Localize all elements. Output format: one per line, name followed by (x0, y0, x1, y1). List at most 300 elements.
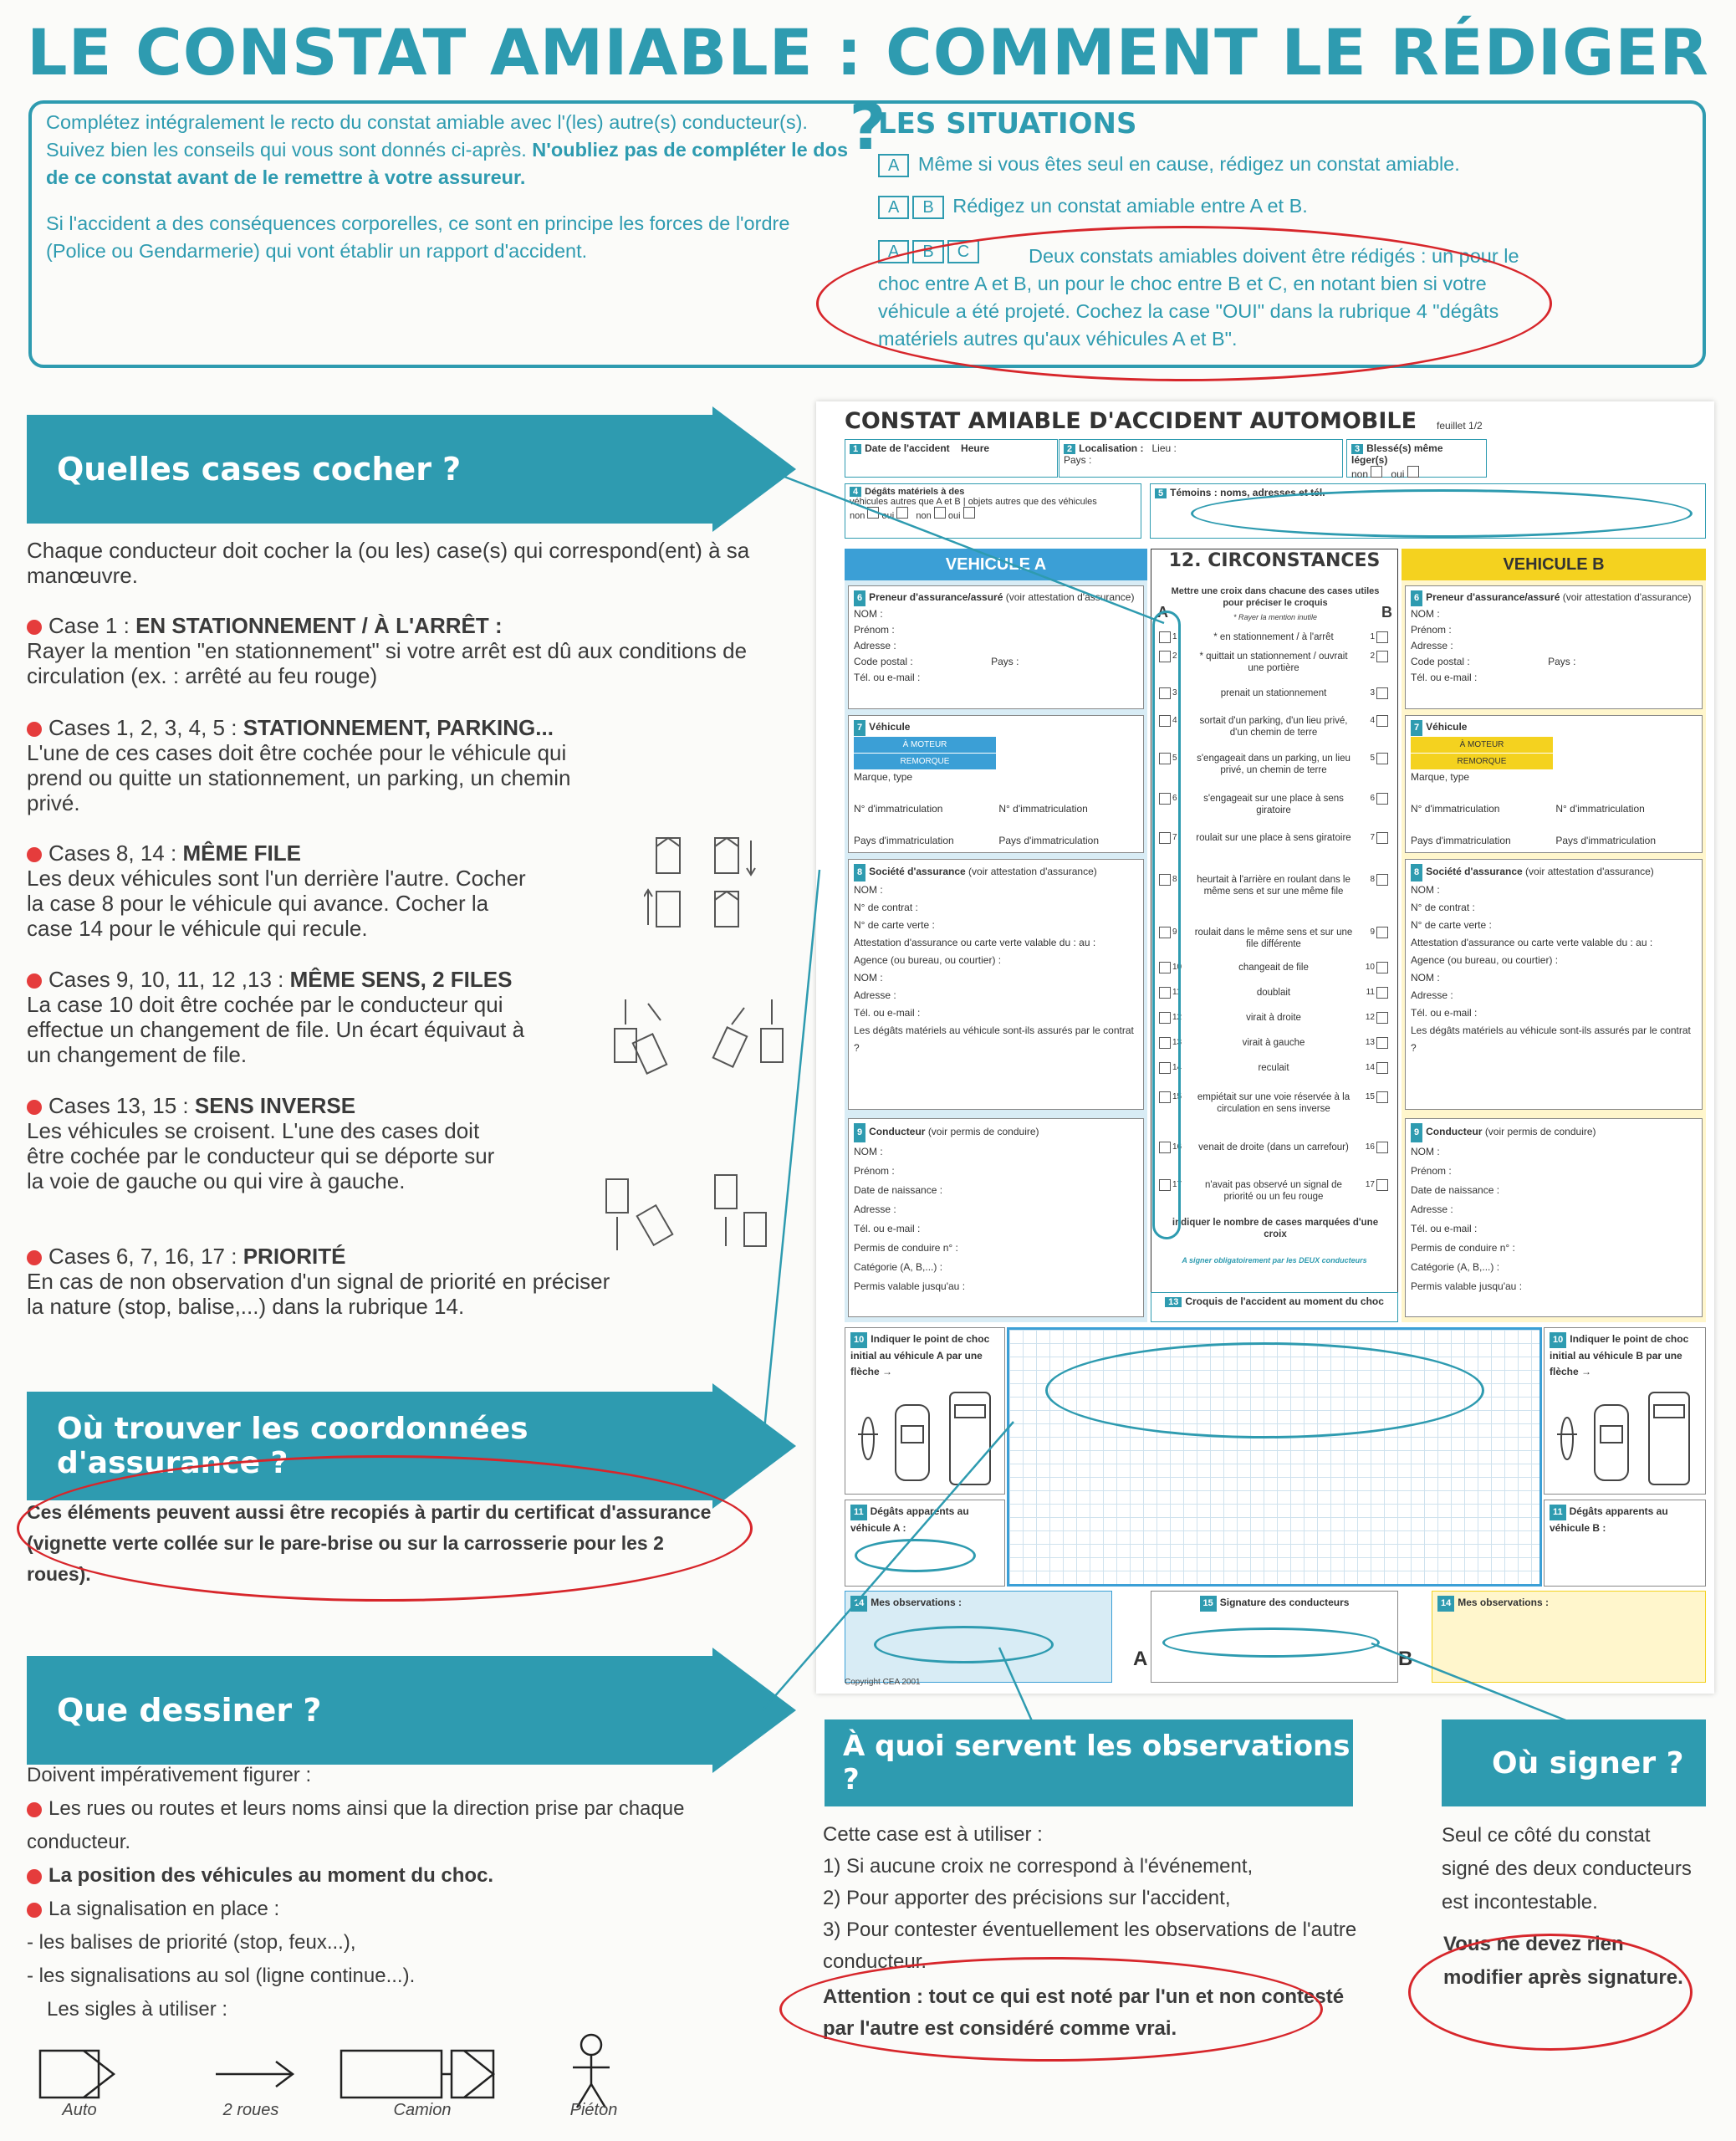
circonstance-number: 9 (1370, 927, 1375, 937)
highlight-oval (855, 1539, 976, 1572)
field-note: (voir permis de conduire) (927, 1126, 1039, 1137)
situation-1 (878, 151, 1672, 178)
circonstance-number: 16 (1365, 1142, 1375, 1152)
checkbox-b[interactable] (1376, 1012, 1388, 1024)
banner-text: À quoi servent les observations ? (843, 1730, 1351, 1796)
croquis-header (1151, 1292, 1398, 1322)
circonstances-title: 12. CIRCONSTANCES (1168, 550, 1381, 571)
arrow-icon (712, 1648, 796, 1773)
field-label: NOM : (1411, 972, 1440, 984)
case-title: EN STATIONNEMENT / À L'ARRÊT : (135, 613, 503, 638)
circonstance-number: 15 (1365, 1092, 1375, 1101)
truck-symbol-icon (341, 2051, 442, 2098)
circonstance-number: 6 (1172, 794, 1177, 803)
vehicle-a-header: VEHICULE A (845, 549, 1147, 580)
bullet-text: Les rues ou routes et leurs noms ainsi que la direction prise par chaque conducteur. (27, 1797, 685, 1853)
form-copyright: Copyright CEA 2001 (845, 1678, 921, 1687)
field-number: 6 (1411, 590, 1422, 606)
circonstance-number: 2 (1172, 651, 1177, 661)
opposite-direction-pictogram (602, 1167, 794, 1259)
field-observations-b[interactable] (1432, 1591, 1706, 1683)
section4-line: 3) Pour contester éventuellement les observations de l'autre conducteur. (823, 1919, 1357, 1973)
circonstance-number: 2 (1370, 651, 1375, 661)
field-label: Conducteur (1426, 1126, 1483, 1137)
situation-2-text: Rédigez un constat amiable entre A et B. (952, 195, 1308, 217)
field-number: 6 (854, 590, 865, 606)
case-label: Cases 6, 7, 16, 17 : (49, 1244, 237, 1269)
checkbox-b[interactable] (1376, 793, 1388, 805)
section1-intro: Chaque conducteur doit cocher la (ou les) case(s) qui correspond(ent) à sa manœuvre. (27, 538, 750, 588)
circonstance-row[interactable] (1152, 715, 1395, 738)
field-label: Adresse : (1411, 989, 1453, 1001)
circonstance-number: 14 (1172, 1063, 1182, 1072)
banner-quelles-cases (27, 415, 712, 524)
circonstance-number: 17 (1365, 1180, 1375, 1189)
case-text: En cas de non observation d'un signal de priorité en préciser la nature (stop, balise,...) dans la rubrique 14. (27, 1269, 610, 1319)
section4-line: 1) Si aucune croix ne correspond à l'événement, (823, 1855, 1253, 1878)
circonstance-row[interactable] (1152, 927, 1395, 950)
circonstance-row[interactable] (1152, 1179, 1395, 1203)
circonstance-label: sortait d'un parking, d'un lieu privé, d'un chemin de terre (1199, 716, 1348, 738)
field-number: 7 (1411, 720, 1422, 736)
case-title: SENS INVERSE (194, 1093, 356, 1118)
case-text: Rayer la mention "en stationnement" si votre arrêt est dû aux conditions de circulation (ex. : arrêté au feu rouge) (27, 638, 748, 688)
field-label: Témoins : noms, adresses et tél. (1170, 487, 1325, 498)
circonstance-number: 13 (1365, 1038, 1375, 1047)
field-label: Tél. ou e-mail : (854, 1223, 921, 1234)
field-label: Code postal : (854, 656, 913, 667)
section5-text: Seul ce côté du constat signé des deux conducteurs est incontestable. (1442, 1824, 1692, 1914)
field-label: Conducteur (869, 1126, 926, 1137)
field-number: 2 (1064, 444, 1075, 454)
field-number: 11 (850, 1505, 867, 1520)
bullet-icon (27, 973, 42, 989)
field-label: Adresse : (1411, 1203, 1453, 1215)
field-label: Indiquer le point de choc initial au véhicule B par une flèche → (1550, 1333, 1689, 1377)
field-label: Pays d'immatriculation (998, 835, 1100, 846)
field-label: Pays : (1548, 656, 1576, 667)
circonstance-label: * quittait un stationnement / ouvrait une portière (1199, 651, 1348, 673)
circonstances-subtitle: Mettre une croix dans chacune des cases utiles pour préciser le croquis (1171, 586, 1380, 608)
field-label: N° d'immatriculation (1411, 803, 1500, 815)
checkbox-b[interactable] (1376, 927, 1388, 938)
field-label: Adresse : (854, 640, 896, 651)
field-assurance-b[interactable] (1405, 859, 1703, 1110)
circonstance-number: 5 (1370, 754, 1375, 763)
section4-line: 2) Pour apporter des précisions sur l'accident, (823, 1887, 1231, 1909)
remorque-header: REMORQUE (854, 754, 996, 769)
circonstance-row[interactable] (1152, 832, 1395, 844)
vehicle-b-header: VEHICULE B (1402, 549, 1706, 580)
field-label: Pays : (991, 656, 1019, 667)
field-label: NOM : (854, 972, 883, 984)
case-item (27, 1093, 512, 1193)
circonstance-label: empiétait sur une voie réservée à la circulation en sens inverse (1197, 1092, 1351, 1114)
field-preneur-a[interactable] (848, 585, 1144, 709)
field-assurance-a[interactable] (848, 859, 1144, 1110)
section3-intro: Doivent impérativement figurer : (27, 1764, 312, 1786)
field-label: Tél. ou e-mail : (1411, 1223, 1478, 1234)
circonstance-label: heurtait à l'arrière en roulant dans le même sens et sur une même file (1197, 875, 1351, 897)
checkbox-b[interactable] (1376, 1142, 1388, 1153)
field-label: Mes observations : (871, 1597, 962, 1608)
field-label: Tél. ou e-mail : (1411, 1007, 1478, 1019)
arrow-icon (712, 406, 796, 532)
field-label: Société d'assurance (1426, 866, 1523, 877)
field-label: au : (1079, 937, 1096, 948)
case-label: Cases 9, 10, 11, 12 ,13 : (49, 967, 284, 992)
symbol-caption: Piéton (569, 2101, 618, 2119)
field-label: N° d'immatriculation (854, 803, 943, 815)
checkbox-b[interactable] (1376, 631, 1388, 643)
checkbox-b[interactable] (1376, 962, 1388, 973)
option-label: oui (1391, 468, 1405, 480)
circonstance-number: 4 (1370, 716, 1375, 725)
field-label: NOM : (854, 1146, 883, 1157)
circonstance-number: 13 (1172, 1038, 1182, 1047)
field-label: Indiquer le point de choc initial au véhicule A par une flèche → (850, 1333, 990, 1377)
checkbox[interactable] (896, 507, 908, 519)
symbol-caption: Auto (62, 2101, 97, 2119)
situation-3-text: Deux constats amiables doivent être rédigés : un pour le choc entre A et B, un pour le choc entre B et C, en notant bien si votre véhicule a été projeté. Cochez la case "OUI" dans la rubrique 4 "dégâts matériels autres qu'aux véhicules A et B". (878, 245, 1519, 350)
field-label: N° d'immatriculation (1555, 803, 1645, 815)
bullet-icon (27, 847, 42, 862)
circonstance-number: 12 (1172, 1013, 1182, 1022)
circonstance-number: 11 (1172, 988, 1182, 997)
checkbox[interactable] (934, 507, 946, 519)
checkbox[interactable] (867, 507, 879, 519)
field-label: Prénom : (854, 624, 895, 636)
circonstance-row[interactable] (1152, 874, 1395, 897)
case-item (27, 613, 763, 688)
circonstance-row[interactable] (1152, 793, 1395, 816)
banner-text: Où trouver les coordonnées d'assurance ? (57, 1412, 528, 1480)
intro-p1b: Suivez bien les conseils qui vous sont donnés ci-après. (46, 139, 527, 161)
checkbox-b[interactable] (1376, 1037, 1388, 1049)
case-title: PRIORITÉ (243, 1244, 346, 1269)
field-note: (voir permis de conduire) (1484, 1126, 1596, 1137)
signature-b-label: B (1398, 1648, 1413, 1670)
remorque-header: REMORQUE (1411, 754, 1553, 769)
banner-text: Où signer ? (1492, 1745, 1684, 1781)
circonstance-label: changeait de file (1238, 963, 1309, 973)
field-preneur-b[interactable] (1405, 585, 1703, 709)
situation-2 (878, 192, 1672, 220)
section2-text: Ces éléments peuvent aussi être recopiés à partir du certificat d'assurance (vignette verte collée sur le pare-brise ou sur la carrosserie pour les 2 roues). (27, 1501, 712, 1585)
field-label: Dégâts apparents au véhicule A : (850, 1505, 969, 1534)
case-label: Case 1 : (49, 613, 130, 638)
bullet-icon (27, 722, 42, 737)
circonstance-row[interactable] (1152, 1037, 1395, 1049)
situations-title: LES SITUATIONS (878, 107, 1137, 141)
circonstance-number: 3 (1172, 688, 1177, 697)
field-conducteur-a[interactable] (848, 1118, 1144, 1317)
field-label: Lieu : (1151, 442, 1177, 454)
field-note: (voir attestation d'assurance) (1562, 591, 1692, 603)
intro-p1a: Complétez intégralement le recto du constat amiable avec l'(les) autre(s) conducteur(s). (46, 111, 808, 133)
field-label: N° de contrat : (854, 902, 918, 913)
checkbox[interactable] (963, 507, 975, 519)
field-label: Code postal : (1411, 656, 1470, 667)
symbol-caption: 2 roues (222, 2101, 279, 2119)
bullet-icon (27, 1869, 42, 1884)
circonstance-row[interactable] (1152, 651, 1395, 674)
option-label: non (850, 511, 865, 521)
case-title: MÊME FILE (182, 841, 301, 866)
field-number: 14 (1437, 1596, 1454, 1612)
vehicle-a-symbol: A (878, 240, 909, 263)
circonstances-note: * Rayer la mention inutile (1233, 613, 1318, 621)
field-label: Adresse : (1411, 640, 1453, 651)
field-label: Blessé(s) même léger(s) (1351, 442, 1443, 466)
field-label: NOM : (1411, 1146, 1440, 1157)
field-label: Attestation d'assurance ou carte verte valable (1411, 937, 1614, 948)
case-text: Les véhicules se croisent. L'une des cases doit être cochée par le conducteur qui se déporte sur la voie de gauche ou qui vire à gauche. (27, 1118, 495, 1193)
checkbox-b[interactable] (1376, 687, 1388, 699)
field-number: 13 (1165, 1297, 1182, 1307)
highlight-oval (1045, 1342, 1484, 1438)
highlight-oval (1408, 1934, 1693, 2051)
auto-symbol-icon (40, 2051, 99, 2098)
checkbox-b[interactable] (1376, 1091, 1388, 1103)
checkbox-b[interactable] (1376, 832, 1388, 844)
field-label: Signature des conducteurs (1219, 1597, 1350, 1608)
checkbox-b[interactable] (1376, 753, 1388, 764)
column-a-label: A (1157, 604, 1168, 621)
field-note: (voir attestation d'assurance) (1525, 866, 1654, 877)
circonstance-number: 1 (1172, 632, 1177, 641)
section4-attention: Attention : tout ce qui est noté par l'un et non contesté par l'autre est considéré comme vrai. (823, 1985, 1345, 2040)
field-label: Tél. ou e-mail : (854, 672, 921, 683)
case-label: Cases 8, 14 : (49, 841, 177, 866)
field-label: Véhicule (869, 721, 911, 733)
field-number: 10 (850, 1332, 867, 1348)
field-label: Croquis de l'accident au moment du choc (1185, 1295, 1384, 1307)
circonstance-number: 1 (1370, 632, 1375, 641)
checkbox-b[interactable] (1376, 715, 1388, 727)
circonstance-row[interactable] (1152, 962, 1395, 973)
checkbox-b[interactable] (1376, 1062, 1388, 1074)
form-feuillet: feuillet 1/2 (1437, 420, 1483, 432)
bullet-icon (27, 1100, 42, 1115)
circonstance-row[interactable] (1152, 753, 1395, 776)
case-title: MÊME SENS, 2 FILES (289, 967, 513, 992)
circonstance-number: 12 (1365, 1013, 1375, 1022)
circonstance-row[interactable] (1152, 987, 1395, 999)
section4-intro: Cette case est à utiliser : (823, 1823, 1043, 1846)
vehicle-b-symbol: B (912, 196, 943, 219)
highlight-oval (816, 226, 1552, 381)
field-label: Prénom : (854, 1165, 895, 1177)
field-label: NOM : (854, 884, 883, 896)
option-label: non (1351, 468, 1369, 480)
checkbox-b[interactable] (1376, 651, 1388, 662)
circonstance-number: 4 (1172, 716, 1177, 725)
field-label: Permis valable jusqu'au : (854, 1280, 966, 1292)
field-label: Heure (961, 442, 990, 454)
field-number: 8 (1411, 864, 1422, 881)
circonstance-number: 7 (1370, 833, 1375, 842)
field-label: du : (1616, 937, 1633, 948)
section3-detail: - les balises de priorité (stop, feux...), (27, 1931, 356, 1954)
field-label: NOM : (1411, 608, 1440, 620)
field-label: Dégâts apparents au véhicule B : (1550, 1505, 1668, 1534)
field-number: 9 (854, 1123, 865, 1142)
banner-que-dessiner (27, 1656, 712, 1765)
field-number: 11 (1550, 1505, 1566, 1520)
two-lanes-pictogram (610, 987, 794, 1079)
field-number: 1 (850, 444, 861, 454)
field-date[interactable] (845, 439, 1058, 478)
checkbox-b[interactable] (1376, 1179, 1388, 1191)
banner-text: Quelles cases cocher ? (57, 451, 462, 488)
field-number: 14 (850, 1596, 867, 1612)
highlight-oval (779, 1957, 1323, 2062)
field-label: Adresse : (854, 989, 896, 1001)
field-conducteur-b[interactable] (1405, 1118, 1703, 1317)
field-label: N° de carte verte : (854, 919, 935, 931)
field-label: objets autres que des véhicules (968, 497, 1097, 507)
field-number: 4 (850, 487, 861, 497)
circonstance-row[interactable] (1152, 1062, 1395, 1074)
circonstance-number: 7 (1172, 833, 1177, 842)
section3-bullet (27, 1859, 763, 1893)
intro-p1c: N'oubliez pas de compléter le dos de ce constat avant de le remettre à votre assureur. (46, 139, 849, 188)
field-localisation[interactable] (1059, 439, 1343, 478)
circonstance-label: roulait sur une place à sens giratoire (1196, 833, 1351, 843)
same-lane-pictogram (644, 828, 786, 937)
circonstance-row[interactable] (1152, 1091, 1395, 1115)
bullet-icon (27, 620, 42, 635)
highlight-oval (1152, 611, 1181, 1239)
field-label: Localisation : (1079, 442, 1144, 454)
circonstance-number: 17 (1172, 1180, 1182, 1189)
circonstance-label: s'engageait dans un parking, un lieu privé, un chemin de terre (1197, 754, 1351, 775)
field-degats-materiels[interactable]: 4 Dégâts matériels à des véhicules autres que A et B | objets autres que des véhicules non oui non oui (845, 483, 1141, 539)
field-degats-b[interactable] (1544, 1500, 1706, 1587)
field-label: véhicules autres que A et B (850, 497, 961, 507)
field-label: Agence (ou bureau, ou courtier) : (854, 954, 1002, 966)
field-label: Date de naissance : (854, 1184, 943, 1196)
field-label: N° d'immatriculation (998, 803, 1088, 815)
field-label: Société d'assurance (869, 866, 966, 877)
field-label: Date de l'accident (865, 442, 950, 454)
circonstance-label: reculait (1258, 1063, 1289, 1073)
circonstance-number: 3 (1370, 688, 1375, 697)
field-label: Tél. ou e-mail : (854, 1007, 921, 1019)
field-label: Pays d'immatriculation (854, 835, 954, 846)
checkbox[interactable] (1407, 466, 1419, 478)
vehicle-a-symbol: A (878, 196, 909, 219)
field-label: Permis de conduire n° : (1411, 1242, 1515, 1254)
section3-bullet (27, 1893, 763, 1926)
arrow-icon (712, 1383, 796, 1509)
circonstance-number: 15 (1172, 1092, 1182, 1101)
circonstance-number: 14 (1365, 1063, 1375, 1072)
field-note: (voir attestation d'assurance) (968, 866, 1097, 877)
bullet-icon (27, 1903, 42, 1918)
circonstance-number: 8 (1370, 875, 1375, 884)
field-label: Catégorie (A, B,...) : (1411, 1261, 1500, 1273)
intro-text (46, 109, 849, 284)
banner-text: Que dessiner ? (57, 1692, 322, 1729)
circonstance-row[interactable] (1152, 687, 1395, 699)
truck-symbol-icon (442, 2051, 493, 2098)
circonstance-number: 10 (1172, 963, 1182, 972)
field-number: 15 (1200, 1596, 1217, 1612)
circonstance-row[interactable] (1152, 1142, 1395, 1153)
field-number: 3 (1351, 444, 1363, 454)
vehicle-b-symbol: B (912, 240, 943, 263)
sigles-label: Les sigles à utiliser : (47, 1998, 228, 2021)
field-label: Adresse : (854, 1203, 896, 1215)
section3-bullet (27, 1792, 763, 1859)
field-blesses[interactable] (1346, 439, 1487, 478)
checkbox-b[interactable] (1376, 987, 1388, 999)
bullet-icon (27, 1250, 42, 1265)
circonstance-row[interactable] (1152, 1012, 1395, 1024)
circonstance-label: venait de droite (dans un carrefour) (1198, 1142, 1349, 1152)
section3-detail: - les signalisations au sol (ligne continue...). (27, 1965, 416, 1987)
field-label: Les dégâts matériels au véhicule sont-ils assurés par le contrat ? (854, 1025, 1134, 1054)
circonstance-number: 6 (1370, 794, 1375, 803)
field-number: 10 (1550, 1332, 1566, 1348)
field-label: Prénom : (1411, 1165, 1452, 1177)
case-title: STATIONNEMENT, PARKING... (243, 715, 554, 740)
field-label: Preneur d'assurance/assuré (1426, 591, 1560, 603)
field-vehicule-b[interactable] (1405, 715, 1703, 853)
bullet-icon (27, 1802, 42, 1817)
vehicle-c-symbol: C (947, 240, 979, 263)
column-b-label: B (1381, 604, 1392, 621)
moteur-header: À MOTEUR (854, 737, 996, 753)
field-note: (voir attestation d'assurance) (1005, 591, 1135, 603)
field-vehicule-a[interactable] (848, 715, 1144, 853)
field-label: NOM : (1411, 884, 1440, 896)
circonstances-sign-note: A signer obligatoirement par les DEUX conducteurs (1182, 1256, 1367, 1265)
form-title: CONSTAT AMIABLE D'ACCIDENT AUTOMOBILE (845, 408, 1417, 434)
case-label: Cases 13, 15 : (49, 1093, 189, 1118)
field-number: 9 (1411, 1123, 1422, 1142)
field-label: Mes observations : (1458, 1597, 1549, 1608)
option-label: oui (947, 511, 961, 521)
field-label: NOM : (854, 608, 883, 620)
field-label: du : (1059, 937, 1076, 948)
field-label: Pays : (1064, 454, 1092, 466)
vehicle-diagram-b (1549, 1388, 1703, 1489)
section3-body (27, 1759, 763, 2026)
field-label: Attestation d'assurance ou carte verte valable (854, 937, 1057, 948)
circonstance-number: 11 (1366, 988, 1375, 997)
circonstance-number: 8 (1172, 875, 1177, 884)
circonstance-label: prenait un stationnement (1220, 688, 1327, 698)
checkbox[interactable] (1371, 466, 1382, 478)
signature-a-label: A (1133, 1648, 1148, 1670)
pedestrian-symbol-icon (581, 2035, 601, 2055)
case-text: Les deux véhicules sont l'un derrière l'autre. Cocher la case 8 pour le véhicule qui avance. Cocher la case 14 pour le véhicule qui recule. (27, 866, 526, 941)
page-title: LE CONSTAT AMIABLE : COMMENT LE RÉDIGER ? (27, 15, 1709, 164)
intro-p2: Si l'accident a des conséquences corporelles, ce sont en principe les forces de l'ordre (Police ou Gendarmerie) qui vont établir un rapport d'accident. (46, 212, 790, 262)
highlight-oval (874, 1626, 1054, 1663)
circonstance-number: 9 (1172, 927, 1177, 937)
field-label: au : (1636, 937, 1653, 948)
field-label: Véhicule (1426, 721, 1468, 733)
circonstance-label: virait à gauche (1242, 1038, 1305, 1048)
moteur-header: À MOTEUR (1411, 737, 1553, 753)
circonstance-label: * en stationnement / à l'arrêt (1213, 632, 1334, 642)
circonstance-row[interactable] (1152, 631, 1395, 643)
checkbox-b[interactable] (1376, 874, 1388, 886)
